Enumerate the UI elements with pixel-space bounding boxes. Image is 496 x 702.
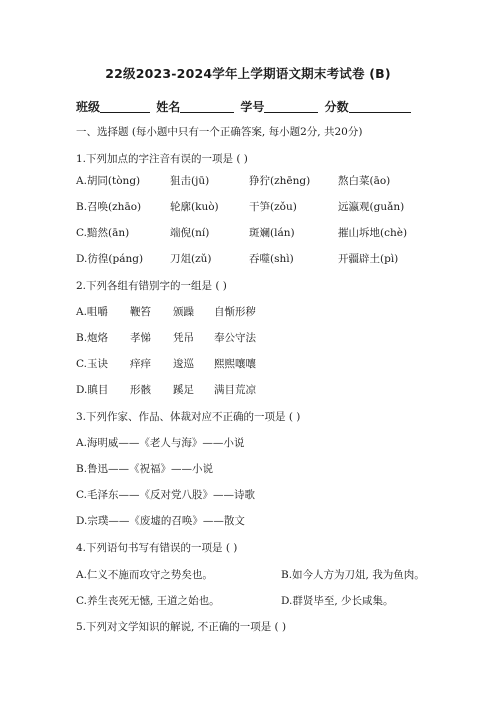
q2-option-c-item: 逡巡 [173,358,194,370]
name-label: 姓名 [156,100,181,114]
q1-option-c-item: 斑斓(lán) [249,227,295,239]
q2-option-b-item: 凭吊 [173,332,194,344]
question-1-stem: 1.下列加点的字注音有误的一项是 ( ) [76,153,248,165]
question-5-stem: 5.下列对文学知识的解说, 不正确的一项是 ( ) [76,621,287,633]
q2-option-b-item: 奉公守法 [214,332,256,344]
q1-option-c-item: 端倪(ní) [170,227,210,239]
q2-option-b-item: B.炮烙 [76,332,109,344]
q2-option-d-item: 满目荒凉 [214,384,256,396]
q1-option-d-item: 开疆辟土(pì) [338,253,399,265]
q2-option-c-item: 熙熙嚷嚷 [214,358,256,370]
q1-option-a-item: 熬白菜(āo) [338,175,391,187]
q1-option-c-item: 摧山坼地(chè) [338,227,408,239]
q2-option-b-item: 孝悌 [130,332,151,344]
question-4-stem: 4.下列语句书写有错误的一项是 ( ) [76,542,238,554]
q1-option-a-item: 狙击(jū) [170,175,210,187]
name-blank[interactable] [180,100,234,113]
q4-option-d: D.群贤毕至, 少长咸集。 [281,595,394,607]
class-label: 班级 [76,100,101,114]
q4-option-a: A.仁义不施而攻守之势矣也。 [76,569,213,581]
student-info-line [76,98,426,115]
q3-option-d: D.宗璞——《废墟的召唤》——散文 [76,515,245,527]
q1-option-c-item: C.黯然(ān) [76,227,130,239]
q1-option-a-item: 狰狞(zhēng) [249,175,311,187]
q1-option-b-item: 远瀛观(guǎn) [338,201,405,213]
q2-option-a-item: 鞭笞 [130,306,151,318]
id-label: 学号 [240,100,265,114]
score-blank[interactable] [349,100,411,113]
q2-option-c-item: C.玉诀 [76,358,108,370]
section-heading: 一、选择题 (每小题中只有一个正确答案, 每小题2分, 共20分) [76,126,363,138]
q1-option-b-item: B.召唤(zhāo) [76,201,142,213]
q4-option-b: B.如今人方为刀俎, 我为鱼肉。 [281,569,425,581]
question-3-stem: 3.下列作家、作品、体裁对应不正确的一项是 ( ) [76,411,301,423]
q1-option-d-item: D.彷徨(páng) [76,253,144,265]
q1-option-b-item: 干笋(zǒu) [249,201,297,213]
q2-option-a-item: 自惭形秽 [214,306,256,318]
q2-option-a-item: 颁躁 [173,306,194,318]
score-label: 分数 [324,100,349,114]
question-2-stem: 2.下列各组有错别字的一组是 ( ) [76,280,227,292]
q2-option-d-item: 形骸 [130,384,151,396]
q2-option-d-item: D.瞋目 [76,384,109,396]
q1-option-a-item: A.胡同(tòng) [76,175,141,187]
q3-option-b: B.鲁迅——《祝福》——小说 [76,463,214,475]
q1-option-d-item: 刀俎(zǔ) [170,253,212,265]
exam-title: 22级2023-2024学年上学期语文期末考试卷 (B) [105,66,391,81]
q1-option-d-item: 吞噬(shì) [249,253,294,265]
class-blank[interactable] [100,100,150,113]
q3-option-c: C.毛泽东——《反对党八股》——诗歌 [76,489,255,501]
q2-option-a-item: A.咀嚼 [76,306,108,318]
q1-option-b-item: 轮廓(kuò) [170,201,219,213]
q2-option-c-item: 痒痒 [130,358,151,370]
q3-option-a: A.海明威——《老人与海》——小说 [76,437,245,449]
id-blank[interactable] [264,100,318,113]
q2-option-d-item: 蹊足 [173,384,194,396]
q4-option-c: C.养生丧死无憾, 王道之始也。 [76,595,220,607]
